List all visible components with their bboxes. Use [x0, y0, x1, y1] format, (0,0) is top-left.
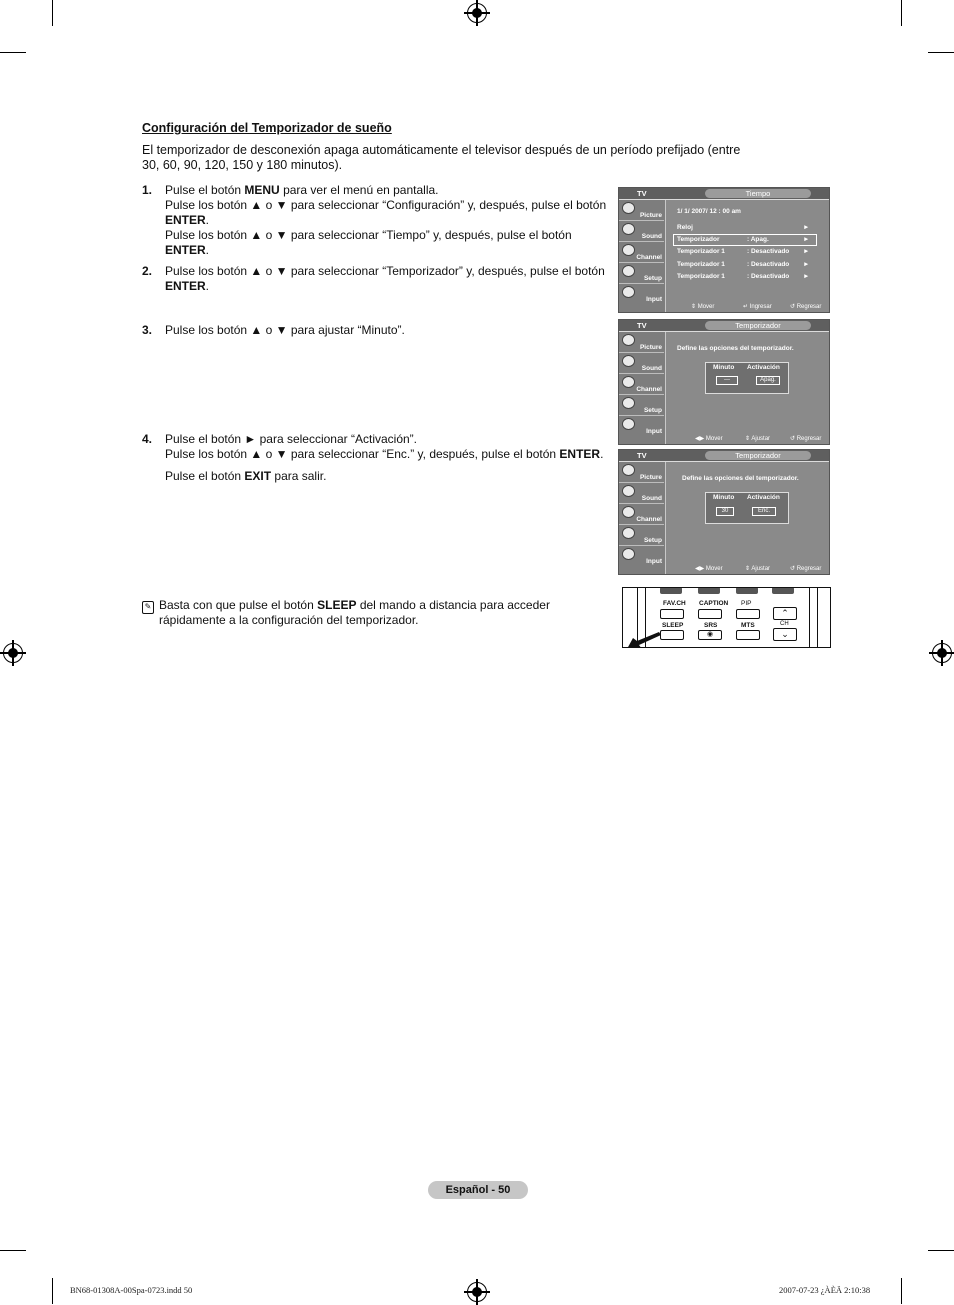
footer-return: ↺ Regresar [790, 436, 822, 442]
sidebar-item-setup: Setup [619, 395, 664, 416]
step-number: 3. [142, 323, 153, 337]
crop-mark [52, 1278, 53, 1304]
intro-paragraph: El temporizador de desconexión apaga automáticamente el televisor después de un período prefijado (entre 30, 60, 90, 120, 150 y 180 minutos). [142, 143, 741, 172]
activation-value: Apag. [756, 376, 780, 385]
footer-move: ◀▶ Mover [695, 436, 723, 442]
setup-icon [622, 527, 635, 539]
top-button [660, 587, 682, 594]
step-number: 1. [142, 183, 153, 197]
footer-enter: ↵ Ingresar [743, 304, 772, 310]
exit-instruction: Pulse el botón EXIT para salir. [165, 469, 327, 483]
picture-icon [622, 334, 635, 346]
sidebar-item-channel: Channel [619, 242, 664, 263]
sidebar-item-setup: Setup [619, 525, 664, 546]
datetime: 1/ 1/ 2007/ 12 : 00 am [677, 208, 741, 215]
footer-move: ⇕ Mover [691, 304, 715, 310]
file-info: BN68-01308A-00Spa-0723.indd 50 [70, 1285, 193, 1295]
ch-label: CH [780, 621, 789, 627]
step-text: Pulse el botón ► para seleccionar “Activación”. Pulse los botón ▲ o ▼ para seleccionar “Enc.” y, después, pulse el botón ENTER. Pulse el botón EXIT para salir. [165, 432, 610, 484]
step-text: Pulse los botón ▲ o ▼ para seleccionar “Temporizador” y, después, pulse el botón ENTER. [165, 264, 605, 293]
menu-row-value: : Apag. [747, 236, 769, 243]
crop-mark [928, 1250, 954, 1251]
minute-value: 30 [716, 507, 734, 516]
channel-icon [622, 376, 635, 388]
step-text: Pulse los botón ▲ o ▼ para ajustar “Minuto”. [165, 323, 405, 337]
section-title: Configuración del Temporizador de sueño [142, 121, 392, 135]
step-number: 2. [142, 264, 153, 278]
menu-row-label: Temporizador 1 [677, 261, 725, 268]
tv-screen-temporizador-off [618, 319, 830, 445]
step-text: Pulse el botón MENU para ver el menú en pantalla. Pulse los botón ▲ o ▼ para seleccionar “Configuración” y, después, pulse el botón ENTER. Pulse los botón ▲ o ▼ para seleccionar “Tiempo” y, después, pulse el botón ENTER. [165, 183, 607, 257]
tv-sidebar [619, 200, 666, 312]
registration-mark-icon [467, 3, 487, 23]
screen-title: Temporizador [705, 451, 811, 460]
input-icon [622, 548, 635, 560]
sidebar-item-input: Input [619, 546, 664, 566]
sidebar-item-sound: Sound [619, 483, 664, 504]
column-label: Activación [747, 494, 780, 501]
arrow-right-icon: ► [803, 248, 810, 255]
tv-label: TV [637, 451, 647, 460]
arrow-right-icon: ► [803, 273, 810, 280]
timer-panel [705, 492, 789, 524]
registration-mark-icon [3, 643, 23, 663]
registration-mark-icon [467, 1282, 487, 1302]
picture-icon [622, 464, 635, 476]
sidebar-item-picture: Picture [619, 200, 664, 221]
arrow-right-icon: ► [803, 236, 810, 243]
screen-description: Define las opciones del temporizador. [682, 475, 799, 482]
sidebar-item-sound: Sound [619, 353, 664, 374]
srs-button: ◉ [698, 630, 722, 640]
tv-screen-temporizador-on [618, 449, 830, 575]
crop-mark [901, 1278, 902, 1304]
menu-row-label: Temporizador [677, 236, 720, 243]
mts-label: MTS [741, 622, 755, 629]
favch-label: FAV.CH [663, 600, 686, 607]
channel-icon [622, 506, 635, 518]
caption-button [698, 609, 722, 619]
footer-adjust: ⇕ Ajustar [745, 436, 771, 442]
tv-label: TV [637, 189, 647, 198]
step-number: 4. [142, 432, 153, 446]
crop-mark [928, 52, 954, 53]
srs-label: SRS [704, 622, 718, 629]
input-icon [622, 286, 635, 298]
footer-move: ◀▶ Mover [695, 566, 723, 572]
column-label: Minuto [713, 364, 735, 371]
tv-sidebar [619, 332, 666, 444]
caption-label: CAPTION [699, 600, 729, 607]
crop-mark [0, 52, 26, 53]
mts-button [736, 630, 760, 640]
screen-description: Define las opciones del temporizador. [677, 345, 794, 352]
registration-mark-icon [932, 643, 952, 663]
activation-value: Enc. [752, 507, 776, 516]
arrow-right-icon: ► [803, 224, 810, 231]
pointer-arrow-icon [623, 628, 673, 648]
sidebar-item-channel: Channel [619, 504, 664, 525]
tv-sidebar [619, 462, 666, 574]
sidebar-item-setup: Setup [619, 263, 664, 284]
sound-icon [622, 485, 635, 497]
channel-icon [622, 244, 635, 256]
picture-icon [622, 202, 635, 214]
top-button [772, 587, 794, 594]
favch-button [660, 609, 684, 619]
channel-down-button: ⌄ [773, 628, 797, 641]
note-text: Basta con que pulse el botón SLEEP del mando a distancia para acceder rápidamente a la configuración del temporizador. [159, 598, 550, 627]
pip-label: PIP [741, 600, 752, 607]
menu-row-value: : Desactivado [747, 273, 790, 280]
setup-icon [622, 265, 635, 277]
sidebar-item-input: Input [619, 284, 664, 304]
date-info: 2007-07-23 ¿ÀÈÄ 2:10:38 [779, 1285, 871, 1295]
channel-up-button: ⌃ [773, 607, 797, 620]
sidebar-item-sound: Sound [619, 221, 664, 242]
tv-screen-tiempo [618, 187, 830, 313]
sidebar-item-input: Input [619, 416, 664, 436]
sidebar-item-picture: Picture [619, 462, 664, 483]
screen-title: Temporizador [705, 321, 811, 330]
menu-row-label: Temporizador 1 [677, 248, 725, 255]
menu-row-label: Reloj [677, 224, 693, 231]
page-label: Español - 50 [428, 1181, 528, 1199]
menu-row-label: Temporizador 1 [677, 273, 725, 280]
sidebar-item-channel: Channel [619, 374, 664, 395]
menu-row-value: : Desactivado [747, 248, 790, 255]
sound-icon [622, 223, 635, 235]
crop-mark [0, 1250, 26, 1251]
column-label: Activación [747, 364, 780, 371]
pip-button [736, 609, 760, 619]
footer-adjust: ⇕ Ajustar [745, 566, 771, 572]
menu-row-value: : Desactivado [747, 261, 790, 268]
top-button [698, 587, 720, 594]
sound-icon [622, 355, 635, 367]
column-label: Minuto [713, 494, 735, 501]
note-icon: ✎ [142, 601, 154, 614]
footer-return: ↺ Regresar [790, 304, 822, 310]
setup-icon [622, 397, 635, 409]
crop-mark [901, 0, 902, 26]
tv-label: TV [637, 321, 647, 330]
sidebar-item-picture: Picture [619, 332, 664, 353]
remote-control-illustration [622, 587, 831, 648]
input-icon [622, 418, 635, 430]
arrow-right-icon: ► [803, 261, 810, 268]
footer-return: ↺ Regresar [790, 566, 822, 572]
screen-title: Tiempo [705, 189, 811, 198]
minute-value: --- [716, 376, 738, 385]
top-button [736, 587, 758, 594]
timer-panel [705, 362, 789, 394]
sleep-label: SLEEP [662, 622, 684, 629]
crop-mark [52, 0, 53, 26]
